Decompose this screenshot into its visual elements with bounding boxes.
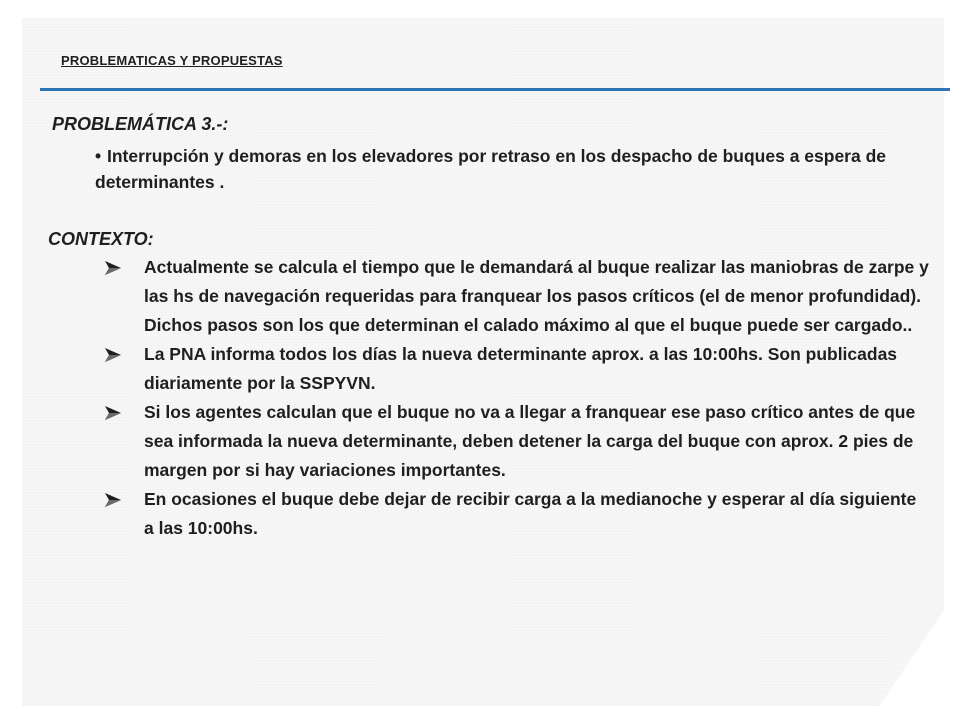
arrow-bullet-icon — [104, 260, 122, 276]
bullet-dot-icon: • — [95, 146, 102, 166]
header-title: PROBLEMATICAS Y PROPUESTAS — [61, 53, 283, 68]
context-heading: CONTEXTO: — [48, 229, 154, 249]
context-item — [100, 253, 930, 340]
context-list — [100, 253, 930, 543]
context-item — [100, 485, 930, 543]
header-divider — [40, 88, 950, 91]
context-item-text: Actualmente se calcula el tiempo que le demandará al buque realizar las maniobras de zarpe y las hs de navegación requeridas para franquear los pasos críticos (el de menor profundidad). Dichos pasos son los que determinan el calado máximo al que el buque puede ser cargado.. — [144, 257, 929, 335]
context-item — [100, 398, 930, 485]
arrow-bullet-icon — [104, 347, 122, 363]
problem-bullet — [95, 143, 935, 195]
problem-text: Interrupción y demoras en los elevadores por retraso en los despacho de buques a espera de determinantes . — [95, 146, 887, 192]
context-item — [100, 340, 930, 398]
arrow-bullet-icon — [104, 405, 122, 421]
context-item-text: En ocasiones el buque debe dejar de recibir carga a la medianoche y esperar al día siguiente a las 10:00hs. — [144, 489, 917, 538]
problem-heading: PROBLEMÁTICA 3.-: — [52, 114, 229, 134]
context-item-text: La PNA informa todos los días la nueva determinante aprox. a las 10:00hs. Son publicadas diariamente por la SSPYVN. — [144, 344, 898, 393]
arrow-bullet-icon — [104, 492, 122, 508]
context-item-text: Si los agentes calculan que el buque no va a llegar a franquear ese paso crítico antes de que sea informada la nueva determinante, deben detener la carga del buque con aprox. 2 pies de margen por si hay variaciones importantes. — [144, 402, 916, 480]
